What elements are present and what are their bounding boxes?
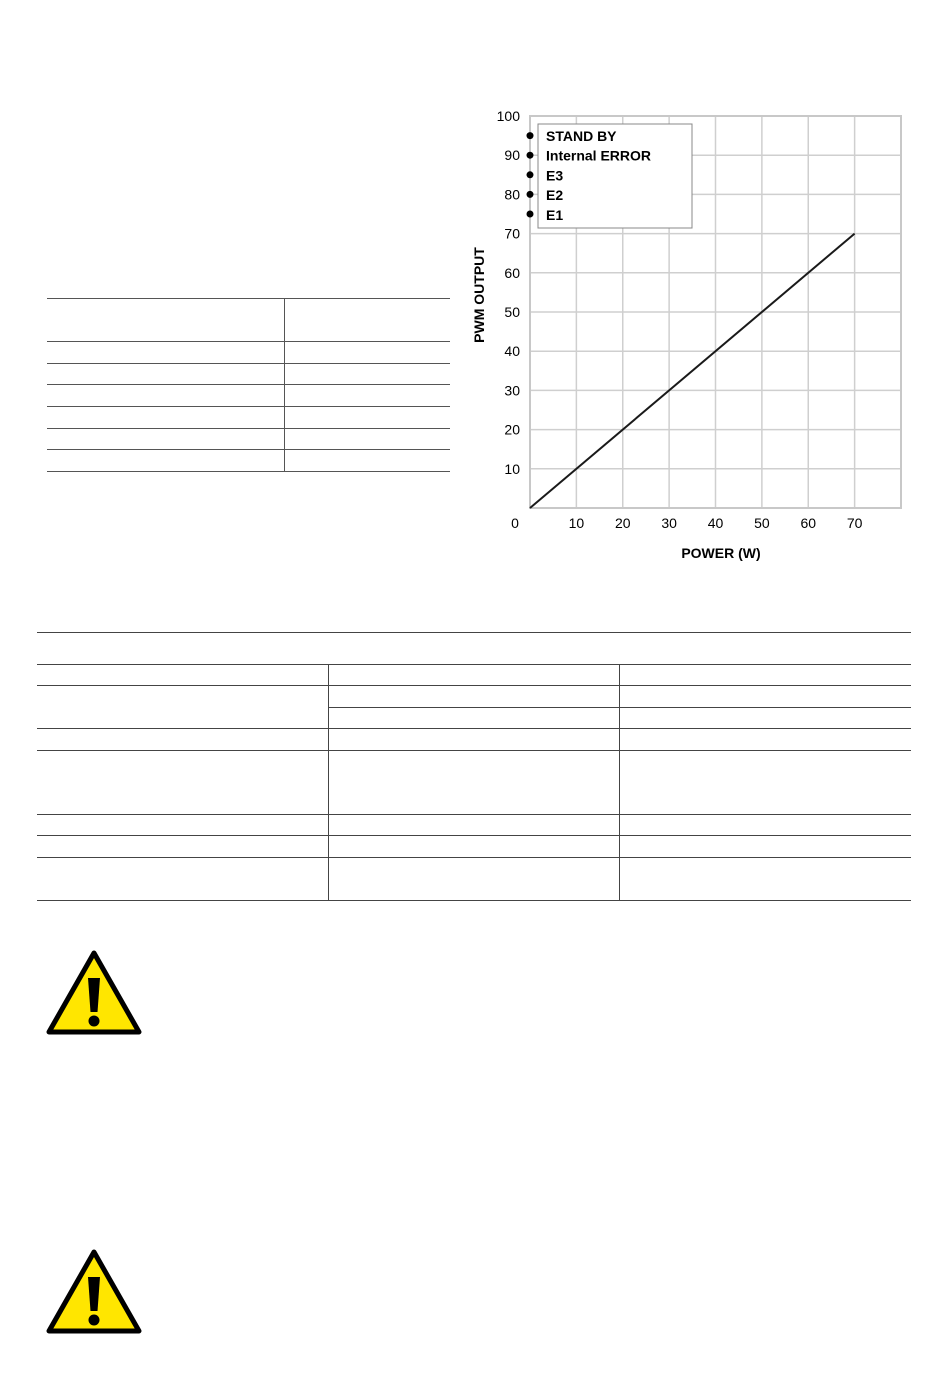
table-rule — [47, 449, 450, 450]
x-tick-label: 60 — [800, 515, 817, 531]
y-tick-label: 90 — [504, 147, 520, 164]
legend-entry: E1 — [546, 206, 564, 223]
table-rule — [37, 900, 911, 901]
table-rule — [47, 428, 450, 429]
table-column-divider — [328, 664, 329, 900]
y-tick-label: 20 — [504, 421, 520, 438]
table-rule — [47, 341, 450, 342]
x-axis-label: POWER (W) — [681, 545, 761, 561]
table-rule — [37, 835, 911, 836]
table-rule — [47, 406, 450, 407]
y-tick-label: 30 — [504, 382, 520, 399]
series-layer — [530, 234, 855, 508]
y-tick-label: 70 — [504, 225, 520, 242]
big-table — [37, 632, 911, 902]
table-rule — [37, 750, 911, 751]
marker-dot — [527, 132, 534, 139]
legend-entry: E2 — [546, 187, 564, 204]
y-tick-label: 60 — [504, 264, 520, 281]
small-table — [47, 298, 450, 472]
marker-dot — [527, 211, 534, 218]
table-rule — [47, 471, 450, 472]
table-rule — [47, 384, 450, 385]
table-rule — [37, 632, 911, 633]
x-tick-labels — [511, 515, 863, 531]
x-tick-label: 70 — [846, 515, 863, 531]
table-rule — [47, 298, 450, 299]
x-tick-label: 10 — [568, 515, 585, 531]
y-tick-labels — [497, 108, 521, 477]
x-tick-label: 0 — [511, 515, 519, 531]
chart-legend — [538, 124, 692, 228]
y-tick-label: 10 — [504, 460, 520, 477]
y-tick-label: 50 — [504, 304, 520, 320]
table-rule — [47, 363, 450, 364]
table-column-divider — [619, 664, 620, 900]
marker-dot — [527, 152, 534, 159]
marker-dot — [527, 191, 534, 198]
table-rule — [37, 814, 911, 815]
table-rule — [37, 685, 911, 686]
x-tick-label: 50 — [754, 515, 770, 531]
x-tick-label: 30 — [661, 515, 677, 531]
y-tick-label: 80 — [504, 186, 520, 203]
y-tick-label: 40 — [504, 343, 520, 360]
series-line — [530, 234, 855, 508]
table-rule — [37, 728, 911, 729]
x-tick-label: 40 — [707, 515, 724, 531]
y-tick-label: 100 — [496, 108, 520, 124]
legend-entry: STAND BY — [546, 128, 617, 144]
y-axis-label: PWM OUTPUT — [471, 247, 487, 343]
table-column-divider — [284, 298, 285, 472]
pwm-power-chart — [460, 100, 920, 570]
table-rule — [37, 857, 911, 858]
table-rule — [37, 664, 911, 665]
legend-entry: E3 — [546, 167, 564, 184]
warning-triangle-icon — [46, 950, 142, 1036]
marker-dot — [527, 171, 534, 178]
x-tick-label: 20 — [614, 515, 631, 531]
warning-triangle-icon — [46, 1249, 142, 1335]
legend-entry: Internal ERROR — [546, 147, 652, 164]
